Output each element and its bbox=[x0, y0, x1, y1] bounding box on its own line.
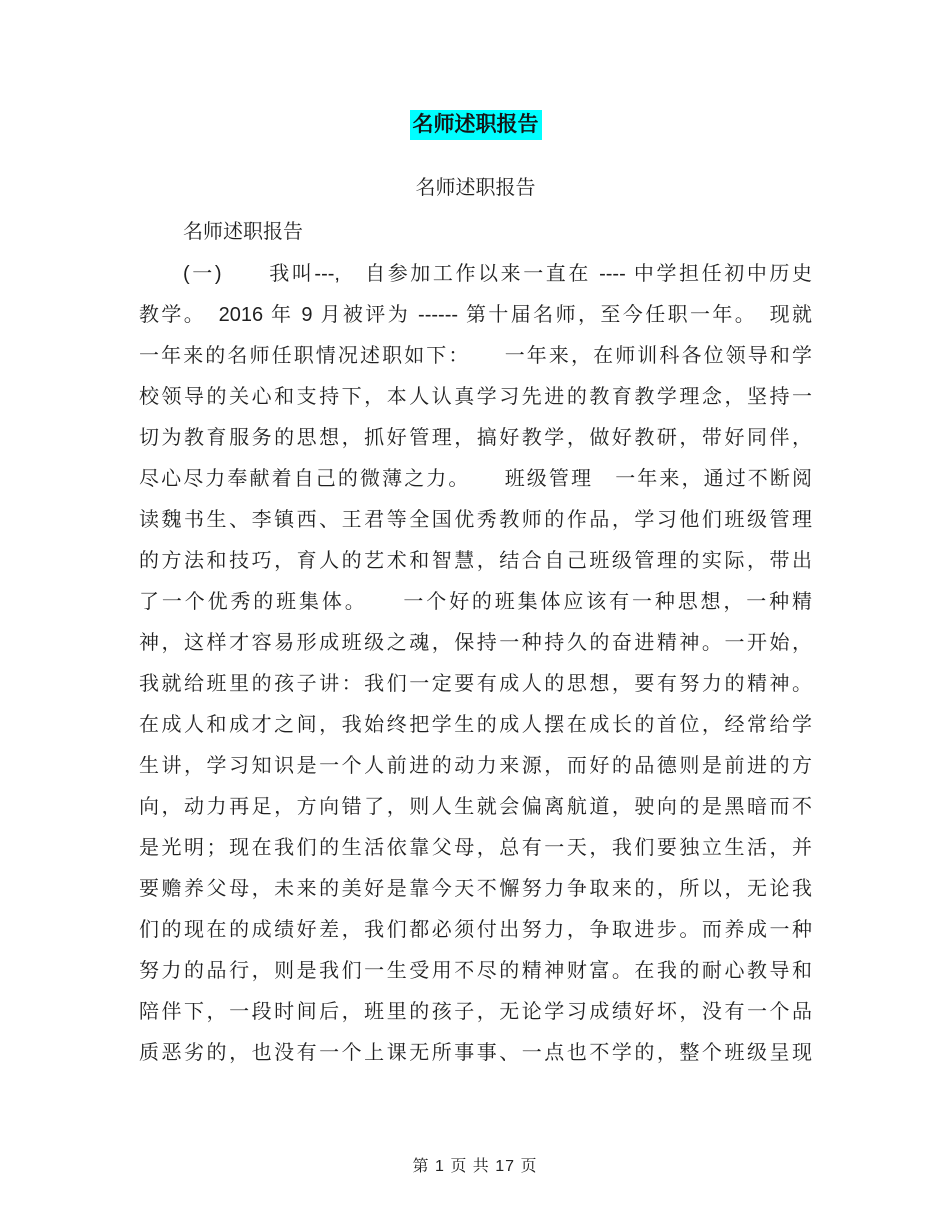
paragraph-line: 校领导的关心和支持下，本人认真学习先进的教育教学理念，坚持一 bbox=[139, 386, 812, 408]
document-subtitle: 名师述职报告 bbox=[415, 177, 536, 199]
paragraph-line: 要赡养父母，未来的美好是靠今天不懈努力争取来的，所以，无论我 bbox=[139, 878, 812, 900]
document-content bbox=[139, 0, 812, 1074]
paragraph-line: 读魏书生、李镇西、王君等全国优秀教师的作品，学习他们班级管理 bbox=[139, 509, 812, 531]
paragraph-line: 神，这样才容易形成班级之魂，保持一种持久的奋进精神。一开始， bbox=[139, 632, 812, 654]
body-paragraph bbox=[139, 254, 812, 1074]
paragraph-line: 切为教育服务的思想，抓好管理，搞好教学，做好教研，带好同伴， bbox=[139, 427, 812, 449]
paragraph-line: 教学。 2016 年 9 月被评为 ------ 第十届名师，至今任职一年。 现就 bbox=[139, 304, 812, 326]
section-heading: 名师述职报告 bbox=[183, 221, 303, 243]
paragraph-line: 我就给班里的孩子讲：我们一定要有成人的思想，要有努力的精神。 bbox=[139, 673, 812, 695]
paragraph-line: (一) 我叫---, 自参加工作以来一直在 ---- 中学担任初中历史 bbox=[183, 263, 812, 285]
paragraph-line: 们的现在的成绩好差，我们都必须付出努力，争取进步。而养成一种 bbox=[139, 919, 812, 941]
paragraph-line: 在成人和成才之间，我始终把学生的成人摆在成长的首位，经常给学 bbox=[139, 714, 812, 736]
paragraph-line: 陪伴下，一段时间后，班里的孩子，无论学习成绩好坏，没有一个品 bbox=[139, 1001, 812, 1023]
paragraph-line: 一年来的名师任职情况述职如下： 一年来，在师训科各位领导和学 bbox=[139, 345, 812, 367]
paragraph-line: 尽心尽力奉献着自己的微薄之力。 班级管理 一年来，通过不断阅 bbox=[139, 468, 812, 490]
document-title: 名师述职报告 bbox=[410, 110, 542, 140]
paragraph-line: 的方法和技巧，育人的艺术和智慧，结合自己班级管理的实际，带出 bbox=[139, 550, 812, 572]
paragraph-line: 努力的品行，则是我们一生受用不尽的精神财富。在我的耐心教导和 bbox=[139, 960, 812, 982]
paragraph-line: 质恶劣的，也没有一个上课无所事事、一点也不学的，整个班级呈现 bbox=[139, 1042, 812, 1064]
paragraph-line: 生讲，学习知识是一个人前进的动力来源，而好的品德则是前进的方 bbox=[139, 755, 812, 777]
page-footer: 第 1 页 共 17 页 bbox=[412, 1158, 538, 1175]
document-title-row bbox=[139, 110, 812, 142]
paragraph-line: 是光明；现在我们的生活依靠父母，总有一天，我们要独立生活，并 bbox=[139, 837, 812, 859]
paragraph-line: 了一个优秀的班集体。 一个好的班集体应该有一种思想，一种精 bbox=[139, 591, 812, 613]
paragraph-line: 向，动力再足，方向错了，则人生就会偏离航道，驶向的是黑暗而不 bbox=[139, 796, 812, 818]
